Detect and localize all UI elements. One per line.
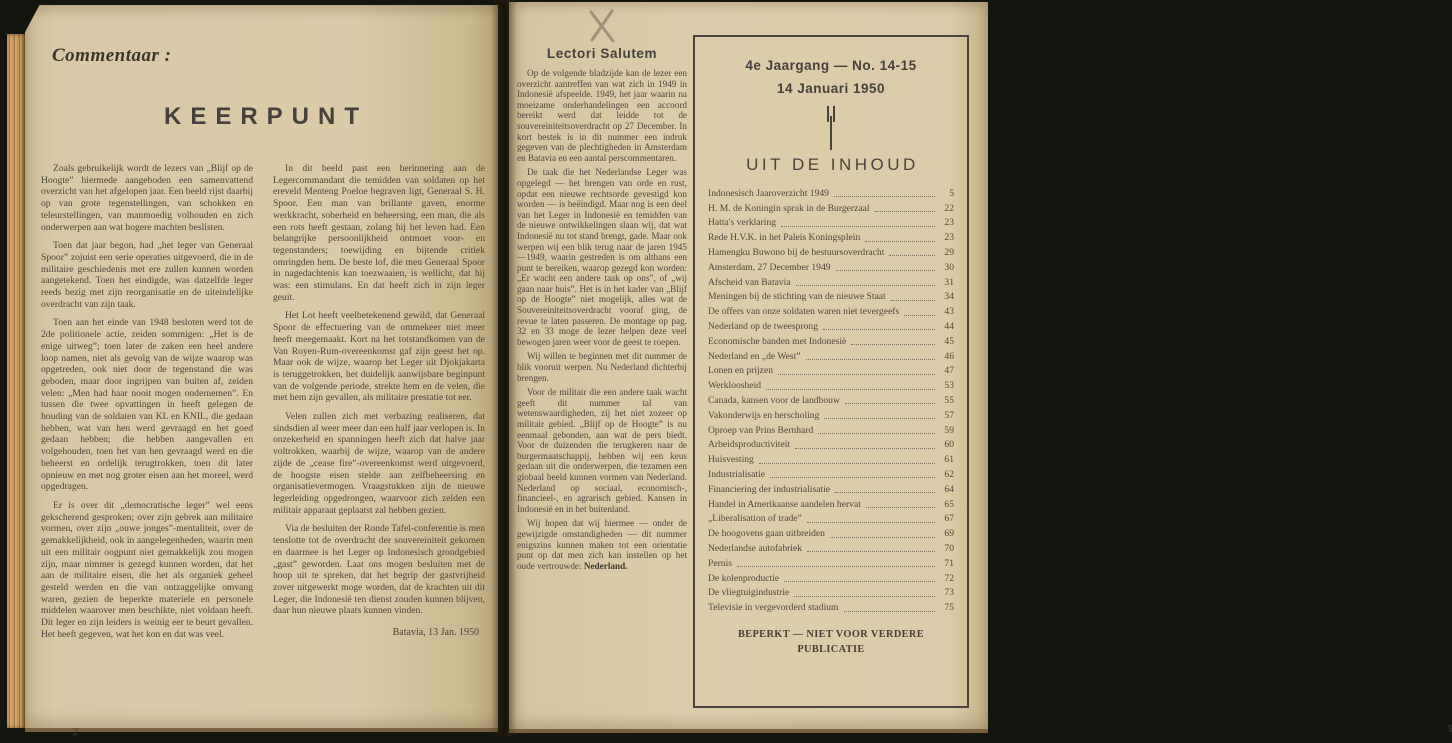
editorial-title: Lectori Salutem (546, 46, 658, 61)
contents-entry-page: 72 (944, 572, 954, 584)
contents-entry-page: 64 (944, 483, 954, 495)
section-kicker: Commentaar : (52, 45, 172, 66)
contents-entry-label: Financiering der industrialisatie (708, 483, 831, 495)
contents-entry (708, 321, 954, 332)
dotted-leader (806, 359, 935, 360)
contents-entry-page: 31 (944, 276, 954, 288)
contents-entry-label: Nederland op de tweesprong (708, 320, 819, 332)
dotted-leader (781, 226, 935, 227)
contents-entry (708, 380, 954, 391)
editorial-closing-text: Wij hopen dat wij hiermee — onder de gewijzigde omstandigheden — dit nummer enigszins kunnen maken tot een orientatie punt op dat men zich kan instellen op het oude vertrouwde: (517, 518, 687, 571)
article-column-2-paragraphs (273, 163, 485, 617)
article-column-2 (273, 163, 485, 647)
page-number-right: 3 (1447, 724, 1452, 735)
contents-entry (708, 336, 954, 347)
contents-entry (708, 484, 954, 495)
article-paragraph: Het Lot heeft veelbetekenend gewild, dat Generaal Spoor de effectuering van de ommekeer niet meer heeft meegemaakt. Kort na het totstandkomen van de Van Royen-Rum-overeenkomst gaf zijn geest het op. Maar ook de wijze, waarop het Leger uit Djokjakarta is teruggetrokken, het duidelijk aanwijsbare beginpunt van de volgende periode, strekte hem en de velen, die met hem zijn gevallen, als militaire prestatie tot eer. (273, 310, 485, 404)
contents-entry (708, 425, 954, 436)
contents-entry-page: 45 (944, 335, 954, 347)
contents-list (708, 188, 954, 614)
contents-entry-label: De kolenproductie (708, 572, 780, 584)
contents-entry-label: De offers van onze soldaten waren niet tevergeefs (708, 306, 900, 318)
editorial-paragraph: De taak die het Nederlandse Leger was opgelegd — het brengen van orde en rust, opdat een nieuwe rechtsorde gevestigd kon worden — is beëindigd. Maar nog is een deel van het Leger in Indonesië en temidden van de nieuwe ontwikkelingen slaan wij, dat wat Indonesië nu tot stand brengt, gade. Maar ook werpen wij een blik terug naar de jaren 1945—1949, waarin gestreden is om althans een punt te bereiken, waarop gezegd kon worden: „Er wacht een andere taak op ons”, of „wij gaan naar huis”. Het is in het kader van „Blijf op de Hoogte” niet mogelijk, alles wat de Souvereiniteitsoverdracht vooraf ging, de revue te laten passeren. De montage op pag. 32 en 33 moge de lezer helpen deze veel bewogen jaren weer voor de geest te roepen. (517, 167, 687, 347)
contents-entry-label: Hatta's verklaring (708, 217, 777, 229)
article-paragraph: In dit beeld past een herinnering aan de Legercommandant die temidden van soldaten op het ereveld Menteng Poeloe begraven ligt, Generaal S. H. Spoor. Een man van brillante gaven, enorme werkkracht, soberheid en beheersing, een man, die als een rots heeft gestaan, zolang hij het leven had. Een belangrijke persoonlijkheid ontmoet voor- en tegenstanders; toewijding en bijtende critiek omringden hem. De beste lof, die men Generaal Spoor in nagedachtenis kan toezwaaien, is wellicht, dat hij was: een stimulans. En dat heeft zich in zijn leger geuit. (273, 163, 485, 303)
contents-entry-label: Huisvesting (708, 454, 754, 466)
editorial-closing-bold: Nederland. (583, 560, 628, 571)
dotted-leader (766, 389, 935, 390)
article-paragraph: Er is over dit „democratische leger” wel eens gekscherend gesproken; over zijn gebrek aan militaire vormen, over zijn „ouwe jonges”-mentaliteit, over de gemakkelijkheid, ook in aangelegenheden, waarin men uit een militair oogpunt niet gemakkelijk zou mogen zijn, maar nimmer is gezegd kunnen worden, dat het aan de militaire eisen, die het als organiek geheel gesteld werden en die van ontzaggelijke omvang waren, gezien de beperkte materiele en personele middelen waarover men beschikte, niet voldaan heeft. Dit leger en zijn leiders is weinig eer te beurt gevallen. Het heeft gegeven, wat het kon en dat was veel. (41, 499, 253, 640)
issue-volume-line: 4e Jaargang — No. 14-15 (745, 58, 917, 73)
dotted-leader (796, 285, 935, 286)
contents-entry (708, 513, 954, 524)
article-paragraph: Zoals gebruikelijk wordt de lezers van „Blijf op de Hoogte” hiermede aangeboden een samenvattend overzicht van het afgelopen jaar. Een beeld rijst daarbij op van grote tegenstellingen, van schokken en teleurstellingen, van manmoedig volhouden en zich onderwerpen aan wat hogere machten beslisten. (41, 163, 253, 233)
contents-entry-page: 73 (944, 587, 954, 599)
contents-entry-label: Industrialisatie (708, 468, 766, 480)
dotted-leader (889, 255, 935, 256)
dotted-leader (865, 241, 935, 242)
dotted-leader (770, 477, 935, 478)
dotted-leader (845, 403, 935, 404)
contents-entry-label: Meningen bij de stichting van de nieuwe Staat (708, 291, 886, 303)
contents-entry (708, 351, 954, 362)
contents-entry (708, 439, 954, 450)
dotted-leader (866, 507, 935, 508)
contents-entry-page: 23 (944, 217, 954, 229)
pencil-cross-icon (585, 8, 619, 44)
dotted-leader (875, 211, 935, 212)
article-paragraph: Via de besluiten der Ronde Tafel-conferentie is men tenslotte tot de overdracht der souvereiniteit gekomen en daarmee is het Leger op Indonesisch grondgebied „gast” geworden. Laat ons mogen besluiten met de hoop uit te spreken, dat het begrip der gastvrijheid zover uitgewerkt moge worden, dat de krachten uit dit Leger, die Indonesië ten dienst zouden kunnen blijven, daar hun nieuwe plaats kunnen vinden. (273, 523, 485, 617)
contents-entry (708, 587, 954, 598)
contents-entry-page: 34 (944, 291, 954, 303)
contents-entry-label: Canada, kansen voor de landbouw (708, 394, 840, 406)
contents-entry (708, 558, 954, 569)
contents-entry (708, 602, 954, 613)
contents-entry-page: 67 (944, 513, 954, 525)
dotted-leader (807, 551, 935, 552)
contents-entry (708, 395, 954, 406)
contents-entry-label: Oproep van Prins Bernhard (708, 424, 814, 436)
dotted-leader (835, 492, 935, 493)
contents-entry-page: 60 (944, 439, 954, 451)
contents-entry (708, 469, 954, 480)
contents-entry-page: 70 (944, 542, 954, 554)
editorial-closing-paragraph (517, 518, 687, 571)
contents-entry-page: 61 (944, 454, 954, 466)
contents-entry-page: 53 (944, 380, 954, 392)
right-page (509, 2, 1452, 735)
contents-entry-page: 59 (944, 424, 954, 436)
contents-entry-label: Amsterdam, 27 December 1949 (708, 261, 831, 273)
contents-entry (708, 499, 954, 510)
contents-entry (708, 410, 954, 421)
dotted-leader (891, 300, 935, 301)
contents-entry-page: 57 (944, 409, 954, 421)
contents-entry-label: Indonesisch Jaaroverzicht 1949 (708, 187, 829, 199)
editorial-paragraph: Voor de militair die een andere taak wacht geeft dit nummer tal van wetenswaardigheden, zij het niet zozeer op militair gebied. „Blijf op de Hoogte” is nu eenmaal gebonden, aan wat de pers biedt. Voor de duizenden die terugkeren naar de burgermaatschappij, hebben wij een keus gedaan uit die onderwerpen, die tezamen een globaal beeld kunnen vormen van Nederland. Nederland op sociaal, economisch-, financieel-, en agrarisch gebied. Kansen in Indonesië en in het buitenland. (517, 387, 687, 514)
contents-entry (708, 188, 954, 199)
contents-entry-page: 30 (944, 261, 954, 273)
contents-entry-label: Afscheid van Batavia (708, 276, 791, 288)
article-paragraph: Toen aan het einde van 1948 besloten werd tot de 2de politionele actie, zeiden sommigen: „Het is de enige uitweg”; toen later de zaken een heel andere loop namen, niet als gevolg van de wijze waarop was opgetreden, ook niet door de tegenstand die was geboden, maar door ingrijpen van buiten af, zeiden velen: „Men had haar nooit mogen ondernemen”. En tussen die twee opvattingen in heeft gelegen de houding van de soldaten van KL en KNIL, die gedaan hebben, wat van hen werd gevraagd en het goed gedaan hebben; die hebben aangevallen en volgehouden, toen het van hen gevraagd werd en die beheerst en ordelijk terugtrokken, toen dit later opnieuw en met nog groter eisen aan het moreel, werd opgedragen. (41, 317, 253, 493)
dotted-leader (823, 329, 935, 330)
dotted-leader (759, 463, 935, 464)
left-page (25, 5, 498, 738)
dotted-leader (784, 581, 935, 582)
contents-entry-page: 47 (944, 365, 954, 377)
contents-entry-page: 44 (944, 320, 954, 332)
dotted-leader (795, 448, 935, 449)
contents-entry-label: „Liberalisation of trade” (708, 513, 802, 525)
contents-entry (708, 217, 954, 228)
issue-date-line: 14 Januari 1950 (776, 80, 886, 96)
contents-entry-page: 46 (944, 350, 954, 362)
contents-entry (708, 306, 954, 317)
contents-entry-label: Werkloosheid (708, 380, 762, 392)
contents-entry-label: Rede H.V.K. in het Paleis Koningsplein (708, 232, 861, 244)
contents-entry-label: Nederlandse autofabriek (708, 542, 803, 554)
contents-entry (708, 277, 954, 288)
contents-entry (708, 528, 954, 539)
contents-box (693, 35, 969, 708)
article-columns (41, 163, 485, 647)
contents-entry (708, 454, 954, 465)
contents-entry (708, 203, 954, 214)
dotted-leader (904, 315, 935, 316)
contents-heading: UIT DE INHOUD (746, 154, 919, 174)
dotted-leader (834, 196, 935, 197)
dotted-leader (778, 374, 935, 375)
contents-entry-label: Lonen en prijzen (708, 365, 773, 377)
contents-entry (708, 247, 954, 258)
article-column-1 (41, 163, 253, 647)
dotted-leader (807, 522, 935, 523)
editorial-paragraph: Wij willen te beginnen met dit nummer de blik vooruit werpen. Nu Nederland dichterbij brengen. (517, 351, 687, 383)
contents-entry-page: 5 (949, 187, 954, 199)
contents-entry-label: Televisie in vergevorderd stadium (708, 602, 839, 614)
dotted-leader (824, 418, 935, 419)
dotted-leader (851, 344, 935, 345)
editorial-paragraphs (517, 68, 687, 514)
contents-entry (708, 543, 954, 554)
article-title: KEERPUNT (163, 103, 368, 130)
contents-entry-page: 23 (944, 232, 954, 244)
ornament-icon (816, 105, 846, 151)
contents-entry (708, 573, 954, 584)
dotted-leader (844, 611, 936, 612)
contents-entry (708, 365, 954, 376)
article-signature: Batavia, 13 Jan. 1950 (392, 627, 479, 639)
article-paragraph: Toen dat jaar begon, had „het leger van Generaal Spoor” zojuist een serie operaties uitgevoerd, die in de militaire geschiedenis met ere zullen kunnen worden aangetekend. Toen het eindigde, was datzelfde leger reeds bezig met zijn reorganisatie en de uiteindelijke overdracht van zijn taak. (41, 240, 253, 310)
contents-entry-label: Nederland en „de West” (708, 350, 801, 362)
dotted-leader (830, 537, 935, 538)
contents-entry-page: 71 (944, 557, 954, 569)
contents-entry-page: 75 (944, 602, 954, 614)
contents-entry-page: 43 (944, 306, 954, 318)
contents-entry-label: H. M. de Koningin sprak in de Burgerzaal (708, 202, 870, 214)
contents-entry (708, 232, 954, 243)
contents-entry-label: Handel in Amerikaanse aandelen hervat (708, 498, 861, 510)
editorial-column (517, 8, 687, 575)
corner-shadow (24, 4, 40, 34)
contents-entry (708, 291, 954, 302)
contents-entry-label: De hoogovens gaan uitbreiden (708, 528, 825, 540)
dotted-leader (818, 433, 935, 434)
page-edge-stack (7, 34, 26, 728)
contents-entry-page: 65 (944, 498, 954, 510)
contents-entry-page: 29 (944, 246, 954, 258)
contents-entry-page: 62 (944, 468, 954, 480)
dotted-leader (794, 596, 935, 597)
contents-entry-label: Arbeidsproductiviteit (708, 439, 791, 451)
contents-entry-label: Vakonderwijs en herscholing (708, 409, 820, 421)
contents-entry-page: 55 (944, 394, 954, 406)
contents-entry-label: Hamengku Buwono bij de bestuursoverdracht (708, 246, 885, 258)
contents-entry (708, 262, 954, 273)
restriction-notice: BEPERKT — NIET VOOR VERDERE PUBLICATIE (737, 628, 925, 655)
article-paragraph: Velen zullen zich met verbazing realiseren, dat sindsdien al weer meer dan een half jaar verlopen is. In onzekerheid en spanningen heeft zich dat halve jaar voltrokken, waarbij de wijze, waarop van de andere zijde de „cease fire”-overeenkomst werd uitgevoerd, de hoogste eisen stelde aan zelfbeheersing en organisatievermogen. Vraagstukken zijn de nieuwe legerleiding opgedrongen, waarvoor zich zelden een militair apparaat geplaatst zal hebben gezien. (273, 411, 485, 516)
contents-entry-label: Economische banden met Indonesië (708, 335, 847, 347)
contents-entry-label: Pernis (708, 557, 732, 569)
contents-entry-page: 69 (944, 528, 954, 540)
dotted-leader (836, 270, 935, 271)
page-number-left: 2 (73, 727, 78, 738)
contents-entry-page: 22 (944, 202, 954, 214)
editorial-paragraph: Op de volgende bladzijde kan de lezer een overzicht aantreffen van wat zich in 1949 in Indonesië afspeelde. 1949, het jaar waarin na moeizame onderhandelingen een accoord bereikt werd dat leidde tot de souvereiniteitsoverdracht op 27 December. In kort bestek is in dit nummer een indruk gegeven van de plechtigheden in Amsterdam en Batavia en een aantal perscommentaren. (517, 68, 687, 163)
contents-entry-label: De vliegtuigindustrie (708, 587, 790, 599)
dotted-leader (737, 566, 935, 567)
